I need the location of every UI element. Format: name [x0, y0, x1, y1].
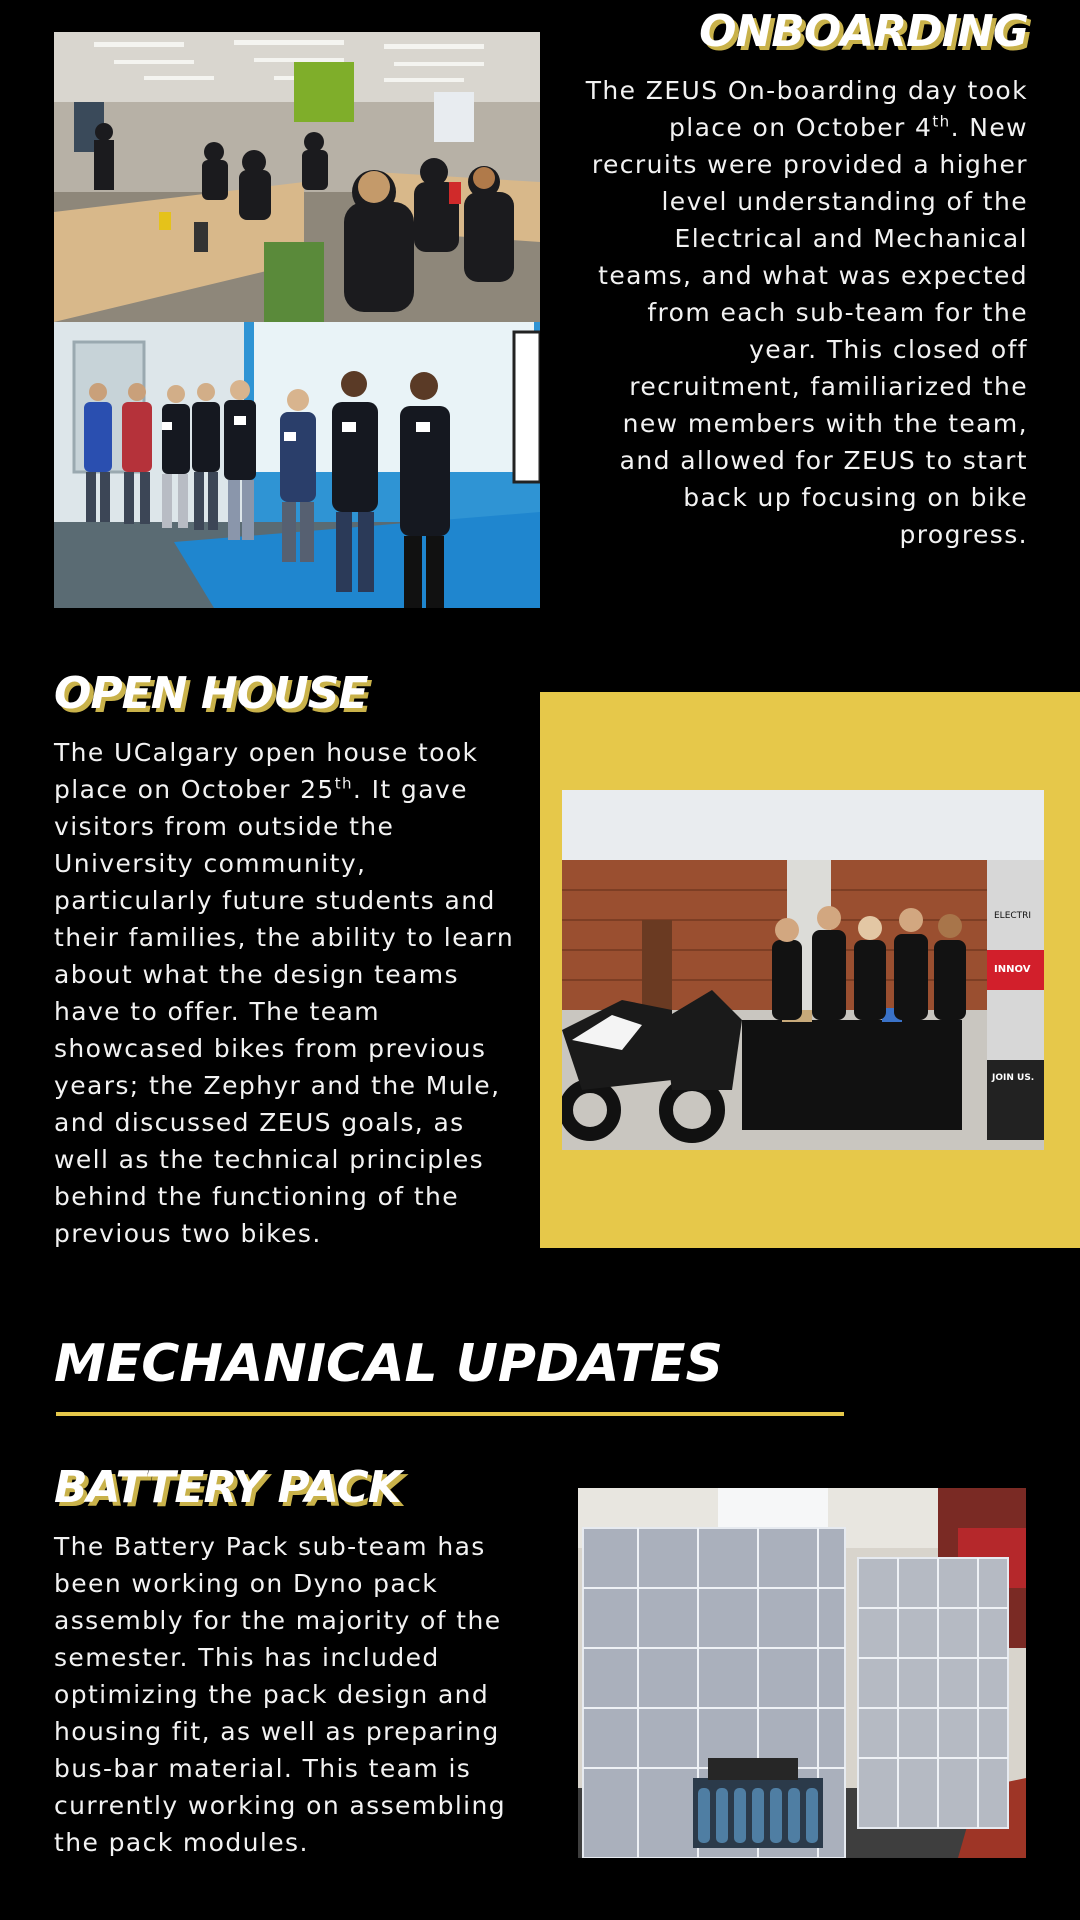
banner-join-text: JOIN US.	[992, 1073, 1035, 1083]
battery-pack-heading: BATTERY PACK	[54, 1462, 401, 1513]
open-house-heading: OPEN HOUSE	[54, 668, 368, 719]
battery-pack-paragraph: The Battery Pack sub-team has been working on Dyno pack assembly for the majority of the semester. This has included optimizing the pack design and housing fit, as well as preparing bus-bar material. This team is currently working on assembling the pack modules.	[54, 1532, 507, 1857]
mechanical-updates-underline	[56, 1412, 844, 1416]
mechanical-updates-heading: MECHANICAL UPDATES	[54, 1334, 723, 1394]
battery-pack-modules-photo	[578, 1488, 1026, 1858]
onboarding-heading: ONBOARDING	[699, 6, 1028, 57]
onboarding-text-a: The ZEUS On-boarding day took place on October 4	[585, 76, 1028, 142]
onboarding-classroom-photo	[54, 32, 540, 322]
banner-electric-text: ELECTRI	[994, 911, 1032, 921]
open-house-text-a: The UCalgary open house took place on October 25	[54, 738, 479, 804]
open-house-booth-photo	[562, 790, 1044, 1150]
open-house-text-sup: th	[334, 774, 353, 793]
open-house-text-b: . It gave visitors from outside the University community, particularly future students and their families, the ability to learn about what the design teams have to offer. The team showcased bikes from previous years; the Zephyr and the Mule, and discussed ZEUS goals, as well as the technical principles behind the functioning of the previous two bikes.	[54, 775, 515, 1248]
banner-innov-text: INNOV	[994, 964, 1031, 975]
open-house-paragraph	[54, 734, 522, 1252]
onboarding-text-b: . New recruits were provided a higher level understanding of the Electrical and Mechanical teams, and what was expected from each sub-team for the year. This closed off recruitment, familiarized the new members with the team, and allowed for ZEUS to start back up focusing on bike progress.	[591, 113, 1028, 549]
onboarding-paragraph	[572, 72, 1028, 553]
onboarding-group-photo	[54, 322, 540, 608]
onboarding-text-sup: th	[932, 112, 951, 131]
